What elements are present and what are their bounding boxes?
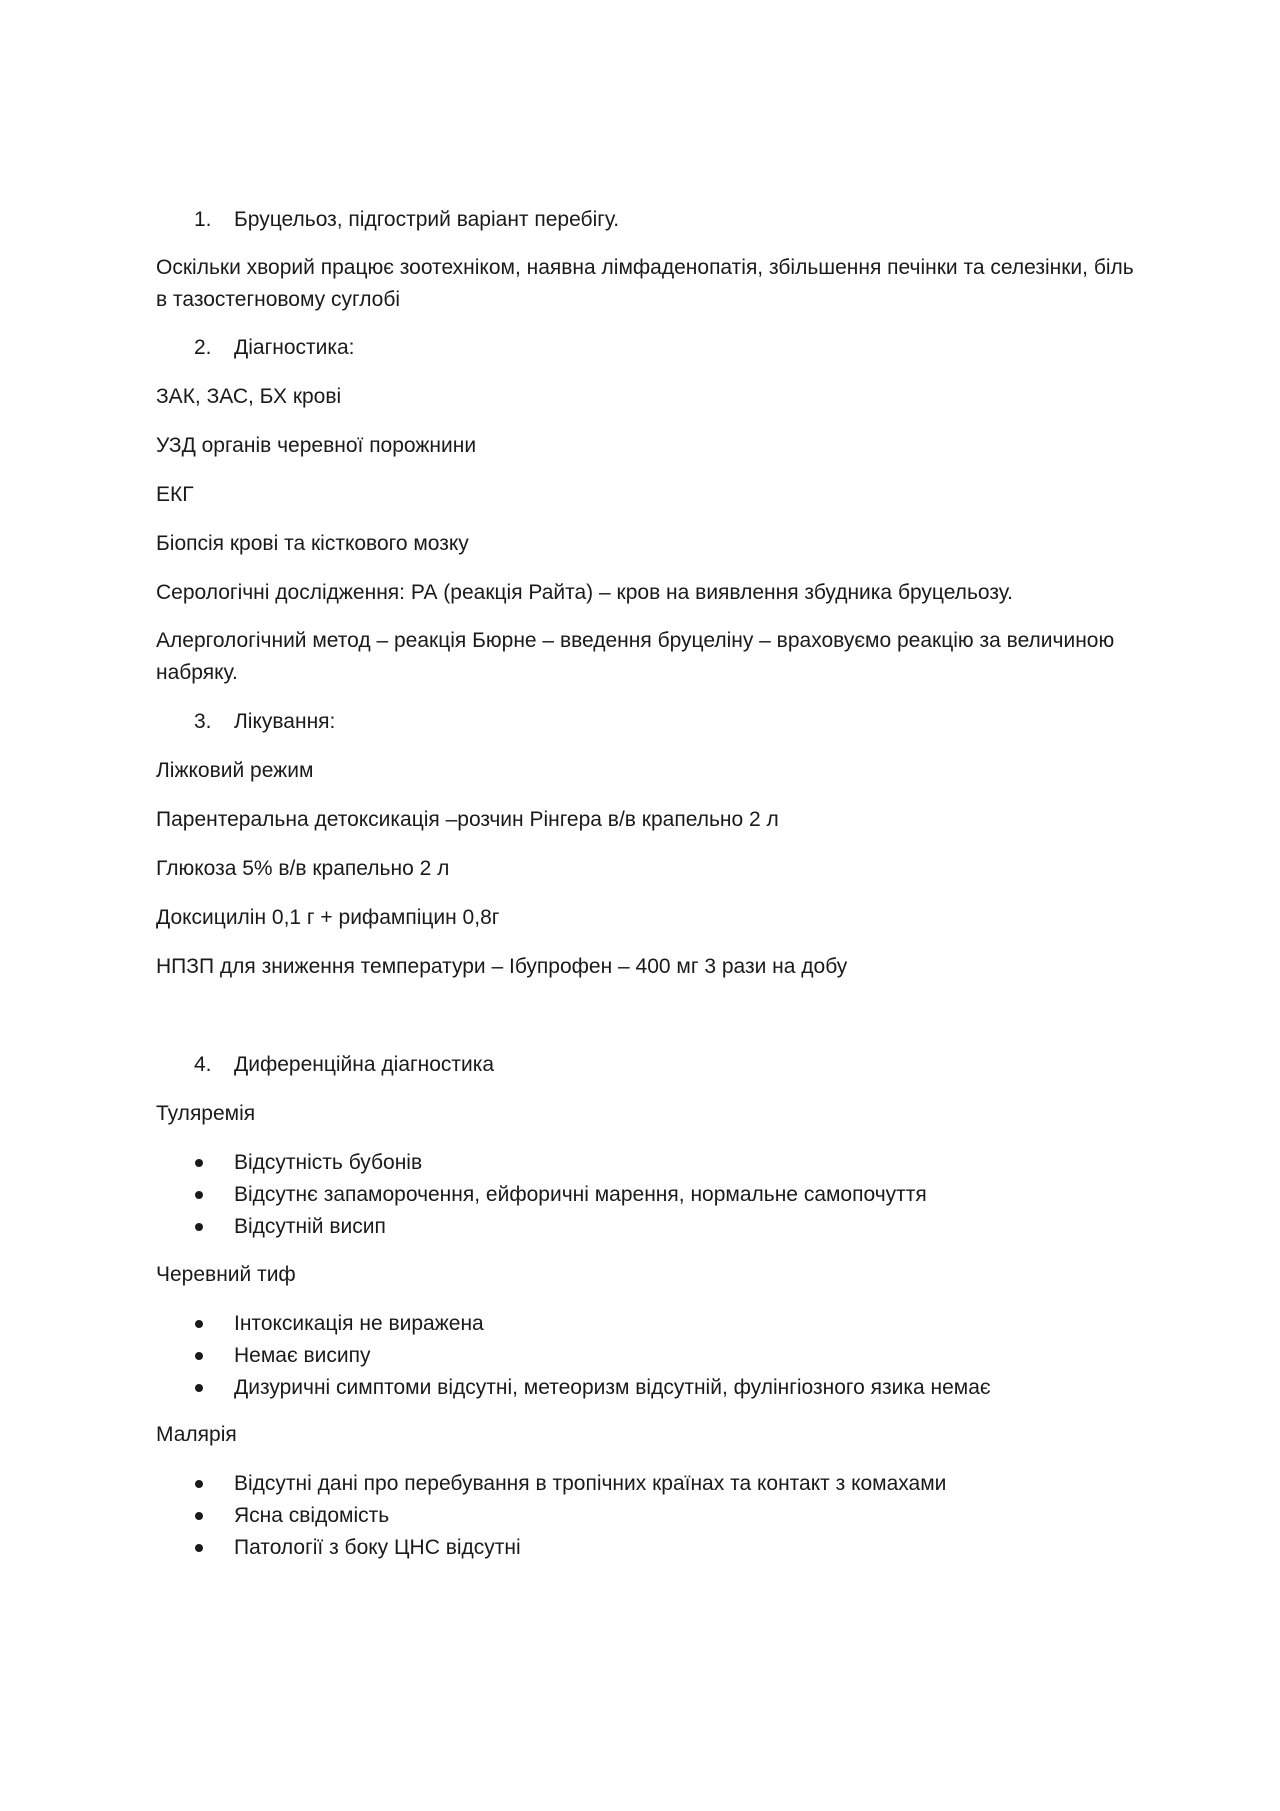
list-item: Відсутність бубонів	[156, 1147, 1146, 1179]
diagnostics-item: Алергологічний метод – реакція Бюрне – введення бруцеліну – враховуємо реакцію за величиною набряку.	[156, 629, 1115, 684]
treatment-item: Доксицилін 0,1 г + рифампіцин 0,8г	[156, 906, 500, 929]
section-1-title: Бруцельоз, підгострий варіант перебігу.	[234, 208, 620, 231]
list-item: Патології з боку ЦНС відсутні	[156, 1532, 1146, 1564]
section-3-title: Лікування:	[234, 710, 336, 733]
bullet-icon	[195, 1544, 203, 1552]
section-4-title: Диференційна діагностика	[234, 1053, 495, 1076]
diagnostics-item: Біопсія крові та кісткового мозку	[156, 532, 469, 555]
section-3-number: 3.	[194, 710, 212, 733]
list-item: Інтоксикація не виражена	[156, 1308, 1146, 1340]
bullet-icon	[195, 1480, 203, 1488]
diff-list-malaria	[156, 1468, 1146, 1564]
diff-heading-malaria: Малярія	[156, 1423, 237, 1446]
list-item: Відсутній висип	[156, 1211, 1146, 1243]
list-item: Відсутнє запаморочення, ейфоричні марення, нормальне самопочуття	[156, 1179, 1146, 1211]
bullet-icon	[195, 1384, 203, 1392]
list-item: Дизуричні симптоми відсутні, метеоризм відсутній, фулінгіозного язика немає	[156, 1372, 1146, 1404]
treatment-item: НПЗП для зниження температури – Ібупрофен – 400 мг 3 рази на добу	[156, 955, 848, 978]
section-1-paragraph: Оскільки хворий працює зоотехніком, наявна лімфаденопатія, збільшення печінки та селезінки, біль в тазостегновому суглобі	[156, 256, 1134, 311]
diagnostics-item: УЗД органів черевної порожнини	[156, 434, 477, 457]
section-4-number: 4.	[194, 1053, 212, 1076]
section-2-title: Діагностика:	[234, 336, 355, 359]
bullet-icon	[195, 1512, 203, 1520]
treatment-item: Глюкоза 5% в/в крапельно 2 л	[156, 857, 450, 880]
diff-list-typhoid	[156, 1308, 1146, 1404]
section-1-number: 1.	[194, 208, 212, 231]
diagnostics-item: Серологічні дослідження: РА (реакція Райта) – кров на виявлення збудника бруцельозу.	[156, 581, 1013, 604]
treatment-item: Ліжковий режим	[156, 759, 314, 782]
list-item: Ясна свідомість	[156, 1500, 1146, 1532]
section-2-number: 2.	[194, 336, 212, 359]
diff-list-tularemia	[156, 1147, 1146, 1243]
list-item: Відсутні дані про перебування в тропічних країнах та контакт з комахами	[156, 1468, 1146, 1500]
bullet-icon	[195, 1191, 203, 1199]
bullet-icon	[195, 1320, 203, 1328]
diff-heading-tularemia: Туляремія	[156, 1102, 256, 1125]
list-item: Немає висипу	[156, 1340, 1146, 1372]
bullet-icon	[195, 1223, 203, 1231]
bullet-icon	[195, 1159, 203, 1167]
treatment-item: Парентеральна детоксикація –розчин Рінгера в/в крапельно 2 л	[156, 808, 779, 831]
diff-heading-typhoid: Черевний тиф	[156, 1263, 296, 1286]
diagnostics-item: ЕКГ	[156, 483, 194, 506]
diagnostics-item: ЗАК, ЗАС, БХ крові	[156, 385, 342, 408]
bullet-icon	[195, 1352, 203, 1360]
